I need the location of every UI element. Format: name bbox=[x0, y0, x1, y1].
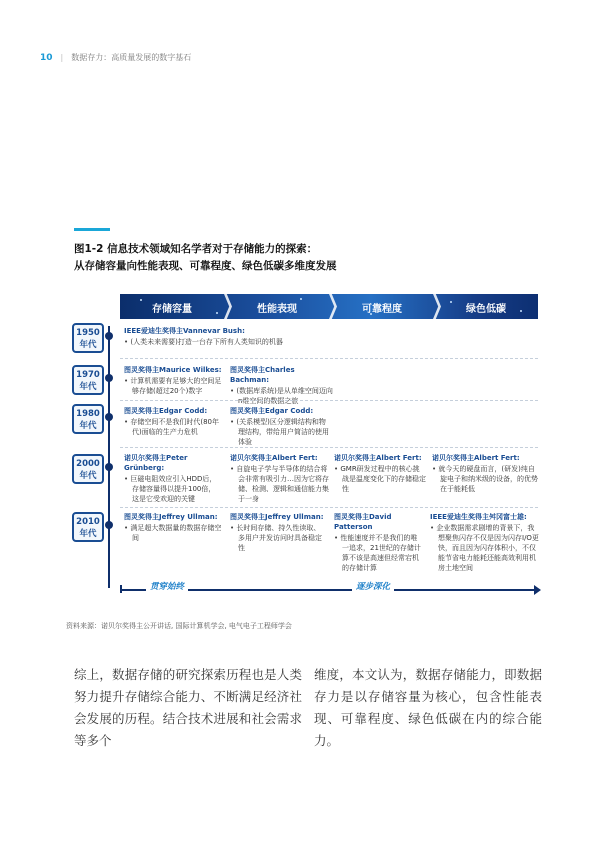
quote-2000-3 bbox=[334, 453, 426, 494]
figure-title-line-2: 从存储容量向性能表现、可靠程度、绿色低碳多维度发展 bbox=[74, 260, 337, 272]
quote-author: IEEE爱迪生奖得主Vannevar Bush: bbox=[124, 327, 245, 335]
quote-1980-1 bbox=[124, 406, 224, 437]
quote-text: • 企业数据需求剧增的背景下，我想聚焦闪存不仅是因为闪存I/O更快，而且因为闪存体积小，不仅能节省电力能耗还能高效利用机房土地空间 bbox=[430, 523, 540, 573]
figure-source: 资料来源：诺贝尔奖得主公开讲话, 国际计算机学会, 电气电子工程师学会 bbox=[66, 622, 292, 630]
year-suffix: 年代 bbox=[79, 382, 97, 392]
quote-author: 诺贝尔奖得主Peter Grünberg: bbox=[124, 454, 188, 472]
quote-text: • (数据库系统)是从单维空间迈向n维空间的数据之旅 bbox=[230, 386, 336, 406]
quote-text: • 满足超大数据量的数据存储空间 bbox=[124, 523, 224, 543]
year-label: 2010 bbox=[76, 517, 100, 527]
quote-text: • (关系模型)区分逻辑结构和物理结构，带给用户简洁的使用体验 bbox=[230, 417, 330, 447]
running-header bbox=[40, 52, 191, 63]
year-label: 2000 bbox=[76, 459, 100, 469]
quote-text: • 长时间存储、持久性读取、多用户并发访问时具备稳定性 bbox=[230, 523, 326, 553]
figure-title bbox=[74, 241, 337, 275]
timeline-dot bbox=[105, 332, 113, 340]
quote-author: 图灵奖得主Edgar Codd: bbox=[124, 407, 208, 415]
band-capacity: 存储容量 bbox=[152, 304, 192, 315]
timeline-dot bbox=[105, 463, 113, 471]
quote-author: 图灵奖得主David Patterson bbox=[334, 513, 392, 531]
quote-2010-2 bbox=[230, 512, 326, 553]
timeline-axis bbox=[108, 326, 110, 588]
quote-text: • GMR研发过程中的核心挑战是温度变化下的存储稳定性 bbox=[334, 464, 426, 494]
year-badge-2000 bbox=[72, 454, 104, 484]
timeline-dot bbox=[105, 374, 113, 382]
header-separator: | bbox=[60, 53, 64, 62]
figure-title-line-1: 图1-2 信息技术领域知名学者对于存储能力的探索： bbox=[74, 243, 318, 255]
year-suffix: 年代 bbox=[79, 529, 97, 539]
page-number: 10 bbox=[40, 52, 53, 63]
axis-label-throughout: 贯穿始终 bbox=[146, 580, 188, 592]
quote-text: • 存储空间不是我们时代(80年代)面临的生产力危机 bbox=[124, 417, 224, 437]
quote-text: • 巨磁电阻效应引入HDD后，存储容量得以提升100倍，这是它受欢迎的关键 bbox=[124, 474, 222, 504]
band-performance: 性能表现 bbox=[257, 304, 297, 315]
year-suffix: 年代 bbox=[79, 340, 97, 350]
title-accent-bar bbox=[74, 228, 110, 231]
quote-text: • 就今天的硬盘而言，(研发)纯自旋电子和纳米级的设备，的优势在于能耗低 bbox=[432, 464, 538, 494]
quote-author: 图灵奖得主Jeffrey Ullman: bbox=[230, 513, 324, 521]
quote-author: 图灵奖得主Edgar Codd: bbox=[230, 407, 314, 415]
row-divider bbox=[120, 400, 538, 401]
year-suffix: 年代 bbox=[79, 471, 97, 481]
quote-1980-2 bbox=[230, 406, 330, 447]
band-green: 绿色低碳 bbox=[466, 304, 506, 315]
running-title: 数据存力：高质量发展的数字基石 bbox=[71, 53, 192, 62]
quote-text: • 性能速度并不是我们的唯一追求，21世纪的存储计算不该是高速但经常宕机的存储计算 bbox=[334, 533, 424, 573]
year-badge-1980 bbox=[72, 404, 104, 434]
axis-label-deepening: 逐步深化 bbox=[352, 580, 394, 592]
year-label: 1980 bbox=[76, 409, 100, 419]
timeline-dot bbox=[105, 521, 113, 529]
band-reliability: 可靠程度 bbox=[362, 304, 402, 315]
row-divider bbox=[120, 447, 538, 448]
quote-2010-3 bbox=[334, 512, 424, 573]
quote-author: 图灵奖得主Charles Bachman: bbox=[230, 366, 295, 384]
year-suffix: 年代 bbox=[79, 421, 97, 431]
row-divider bbox=[120, 358, 538, 359]
body-paragraph-left: 综上，数据存储的研究探索历程也是人类努力提升存储综合能力、不断满足经济社会发展的历程。结合技术进展和社会需求等多个 bbox=[74, 667, 302, 748]
quote-1950-1 bbox=[124, 326, 324, 347]
quote-text: • 计算机需要有足够大的空间足够存储(超过20个)数字 bbox=[124, 376, 224, 396]
quote-1970-1 bbox=[124, 365, 224, 396]
timeline-diagram bbox=[72, 294, 542, 598]
row-divider bbox=[120, 507, 538, 508]
dimension-banner bbox=[120, 294, 538, 319]
quote-author: 诺贝尔奖得主Albert Fert: bbox=[230, 454, 318, 462]
quote-author: IEEE爱迪生奖得主舛冈富士雄: bbox=[430, 513, 527, 521]
quote-author: 图灵奖得主Jeffrey Ullman: bbox=[124, 513, 218, 521]
year-label: 1950 bbox=[76, 328, 100, 338]
quote-author: 诺贝尔奖得主Albert Fert: bbox=[334, 454, 422, 462]
quote-2010-1 bbox=[124, 512, 224, 543]
quote-author: 图灵奖得主Maurice Wilkes: bbox=[124, 366, 222, 374]
quote-2000-4 bbox=[432, 453, 538, 494]
quote-author: 诺贝尔奖得主Albert Fert: bbox=[432, 454, 520, 462]
year-badge-1950 bbox=[72, 323, 104, 353]
quote-2000-1 bbox=[124, 453, 222, 504]
body-paragraph-right: 维度，本文认为，数据存储能力，即数据存力是以存储容量为核心，包含性能表现、可靠程度、绿色低碳在内的综合能力。 bbox=[314, 667, 542, 748]
quote-2000-2 bbox=[230, 453, 330, 504]
quote-text: • (人类未来需要)打造一台存下所有人类知识的机器 bbox=[124, 337, 324, 347]
year-label: 1970 bbox=[76, 370, 100, 380]
timeline-dot bbox=[105, 413, 113, 421]
axis-start-mark bbox=[120, 585, 122, 593]
year-badge-1970 bbox=[72, 365, 104, 395]
quote-text: • 自旋电子学与半导体的结合将会非常有吸引力…因为它将存储、检测、逻辑和通信能力集于一身 bbox=[230, 464, 330, 504]
axis-arrow-icon bbox=[534, 585, 541, 595]
year-badge-2010 bbox=[72, 512, 104, 542]
quote-2010-4 bbox=[430, 512, 540, 573]
